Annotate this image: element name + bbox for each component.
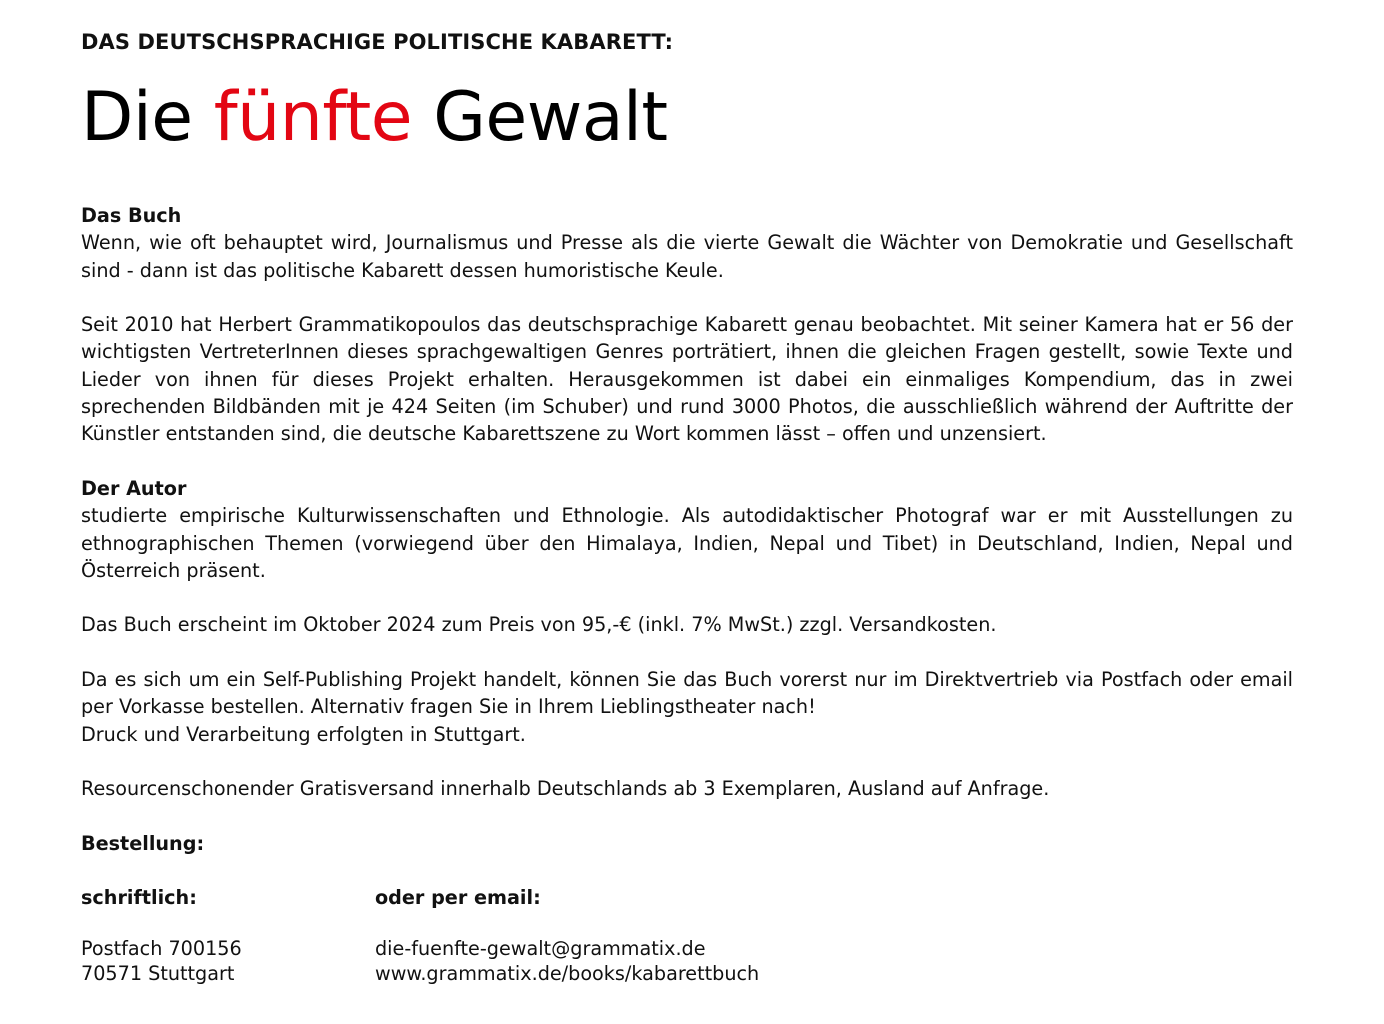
flyer-page xyxy=(81,26,1293,986)
selfpublishing-paragraph: Da es sich um ein Self-Publishing Projekt handelt, können Sie das Buch vorerst nur im Direktvertrieb via Postfach oder email per Vorkasse bestellen. Alternativ fragen Sie in Ihrem Lieblingstheater nach! xyxy=(81,668,1293,719)
order-contact-grid xyxy=(81,884,1293,985)
city-line: 70571 Stuttgart xyxy=(81,961,235,985)
release-paragraph: Das Buch erscheint im Oktober 2024 zum Preis von 95,-€ (inkl. 7% MwSt.) zzgl. Versandkosten. xyxy=(81,613,997,637)
book-description-paragraph: Seit 2010 hat Herbert Grammatikopoulos das deutschsprachige Kabarett genau beobachtet. Mit seiner Kamera hat er 56 der wichtigsten VertreterInnen dieses sprachgewaltigen Genres porträtiert, ihnen die gleichen Fragen gestellt, sowie Texte und Lieder von ihnen für dieses Projekt erhalten. Herausgekommen ist dabei ein einmaliges Kompendium, das in zwei sprechenden Bildbänden mit je 424 Seiten (im Schuber) und rund 3000 Photos, die ausschließlich während der Auftritte der Künstler entstanden sind, die deutsche Kabarettszene zu Wort kommen lässt – offen und unzensiert. xyxy=(81,313,1293,446)
spacer xyxy=(81,284,1293,311)
spacer xyxy=(81,857,1293,884)
written-order-label: schriftlich: xyxy=(81,886,197,910)
book-intro-paragraph: Wenn, wie oft behauptet wird, Journalismus und Presse als die vierte Gewalt die Wächter von Demokratie und Gesellschaft sind - dann ist das politische Kabarett dessen humoristische Keule. xyxy=(81,231,1293,282)
title-accent-word: fünfte xyxy=(213,78,413,157)
online-contact xyxy=(375,936,1293,986)
kicker-heading: DAS DEUTSCHSPRACHIGE POLITISCHE KABARETT: xyxy=(81,30,674,54)
order-heading: Bestellung: xyxy=(81,831,205,855)
spacer xyxy=(81,803,1293,830)
book-heading: Das Buch xyxy=(81,204,182,227)
order-email-column xyxy=(375,884,1293,985)
postal-address xyxy=(81,936,375,986)
page-title xyxy=(81,72,1293,164)
body-text xyxy=(81,202,1293,986)
title-part-2: Gewalt xyxy=(412,78,668,157)
website-link[interactable]: www.grammatix.de/books/kabarettbuch xyxy=(375,961,760,985)
printing-note: Druck und Verarbeitung erfolgten in Stuttgart. xyxy=(81,722,526,746)
author-heading: Der Autor xyxy=(81,476,187,500)
title-part-1: Die xyxy=(81,78,214,157)
email-order-label: oder per email: xyxy=(375,886,541,910)
spacer xyxy=(81,639,1293,666)
shipping-paragraph: Resourcenschonender Gratisversand innerhalb Deutschlands ab 3 Exemplaren, Ausland auf Anfrage. xyxy=(81,777,1050,801)
spacer xyxy=(81,448,1293,475)
spacer xyxy=(81,748,1293,775)
author-paragraph: studierte empirische Kulturwissenschaften und Ethnologie. Als autodidaktischer Photograf war er mit Ausstellungen zu ethnographischen Themen (vorwiegend über den Himalaya, Indien, Nepal und Tibet) in Deutschland, Indien, Nepal und Österreich präsent. xyxy=(81,504,1293,582)
spacer xyxy=(81,584,1293,611)
email-link[interactable]: die-fuenfte-gewalt@grammatix.de xyxy=(375,936,706,960)
postbox-line: Postfach 700156 xyxy=(81,936,242,960)
order-written-column xyxy=(81,884,375,985)
